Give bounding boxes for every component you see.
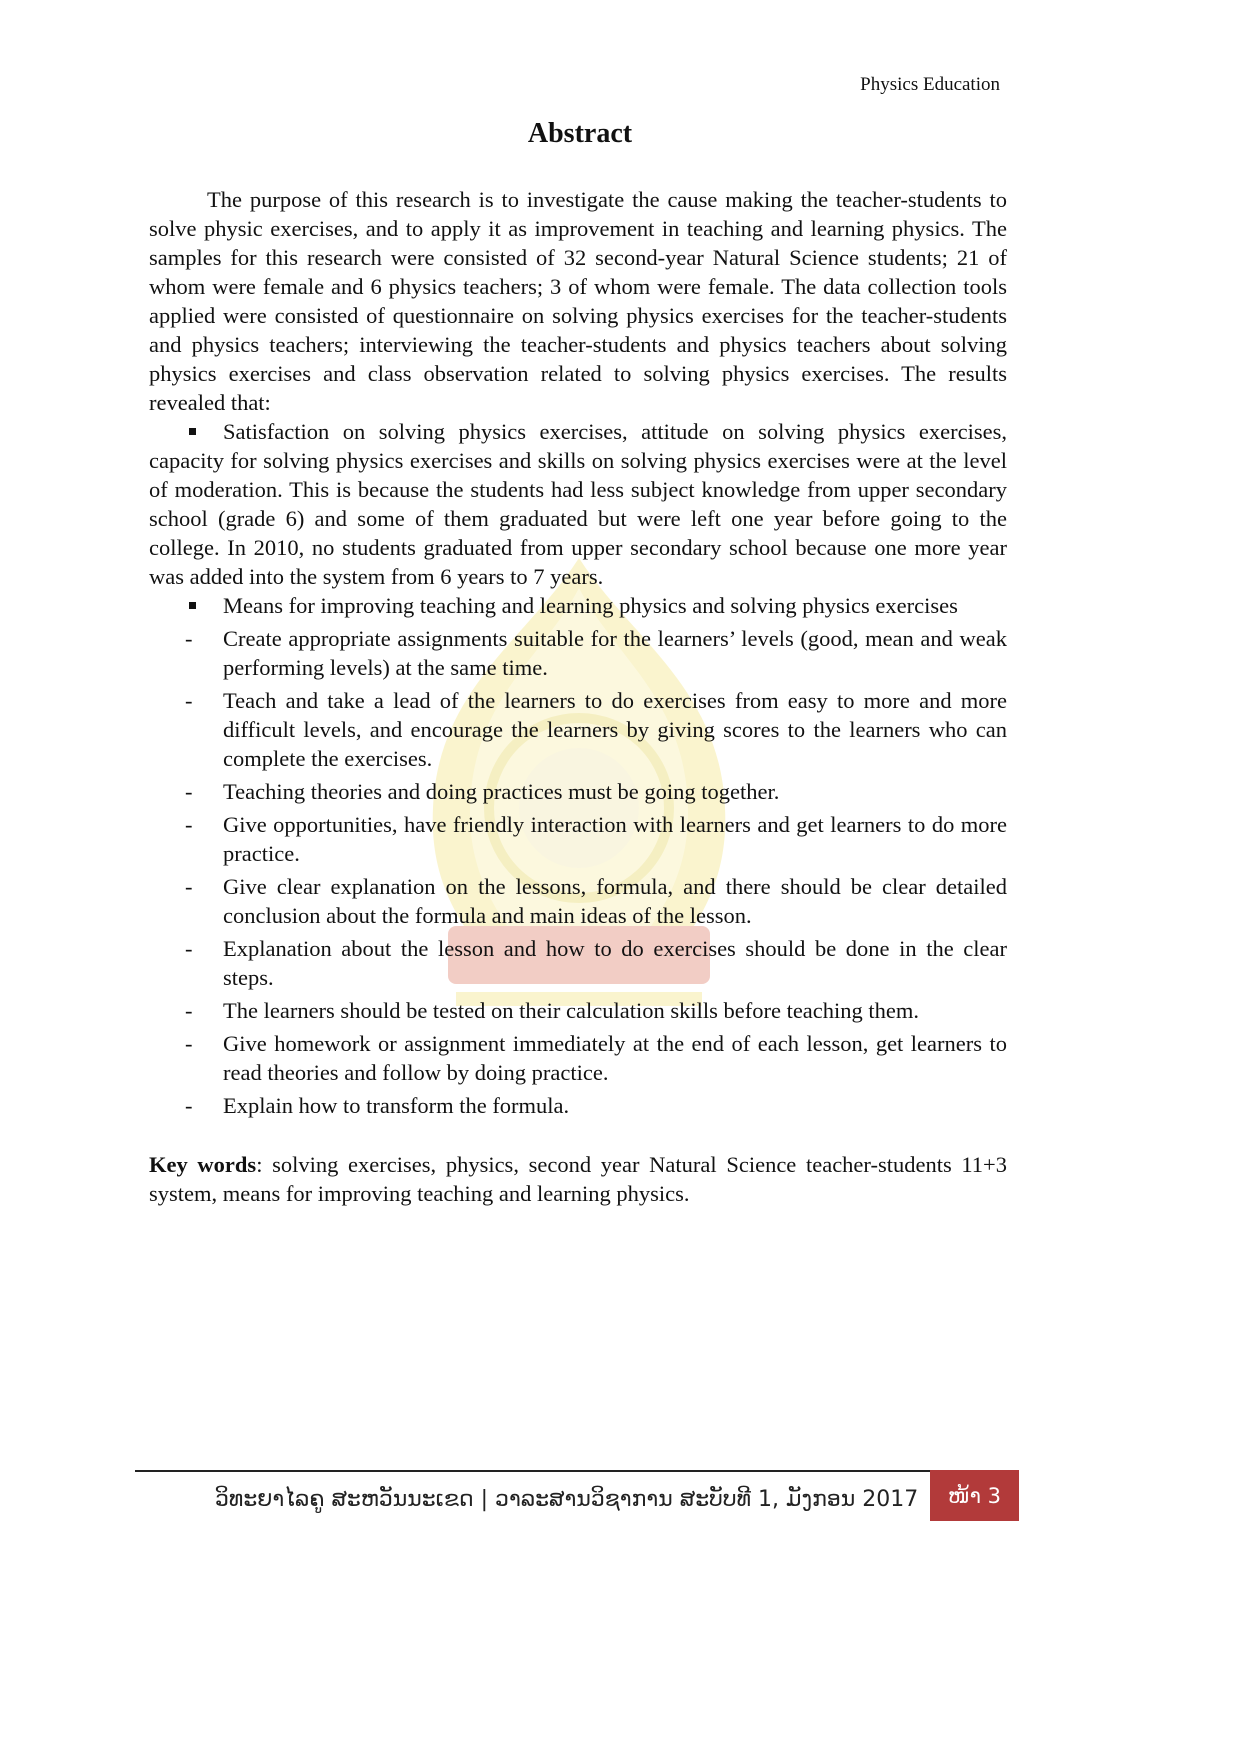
list-item: - Give opportunities, have friendly interaction with learners and get learners to do more practice. xyxy=(185,812,1007,866)
finding-item xyxy=(149,417,1007,591)
means-list xyxy=(149,624,1007,1120)
page-number-badge: ໜ້າ 3 xyxy=(930,1470,1019,1521)
means-text: Give homework or assignment immediately at the end of each lesson, get learners to read theories and follow by doing practice. xyxy=(223,1031,1007,1085)
means-text: Explanation about the lesson and how to do exercises should be done in the clear steps. xyxy=(223,936,1007,990)
means-text: Teaching theories and doing practices must be going together. xyxy=(223,779,780,804)
means-text: Give opportunities, have friendly interaction with learners and get learners to do more practice. xyxy=(223,812,1007,866)
finding-text: Means for improving teaching and learning physics and solving physics exercises xyxy=(223,593,958,618)
means-text: Give clear explanation on the lessons, formula, and there should be clear detailed conclusion about the formula and main ideas of the lesson. xyxy=(223,874,1007,928)
means-text: Teach and take a lead of the learners to do exercises from easy to more and more difficult levels, and encourage the learners by giving scores to the learners who can complete the exercises. xyxy=(223,688,1007,771)
list-item: - Teach and take a lead of the learners to do exercises from easy to more and more difficult levels, and encourage the learners by giving scores to the learners who can complete the exercises. xyxy=(185,688,1007,771)
finding-text: Satisfaction on solving physics exercises, attitude on solving physics exercises, capacity for solving physics exercises and skills on solving physics exercises were at the level of moderation. This is because the students had less subject knowledge from upper secondary school (grade 6) and some of them graduated but were left one year before going to the college. In 2010, no students graduated from upper secondary school because one more year was added into the system from 6 years to 7 years. xyxy=(149,419,1007,589)
means-text: The learners should be tested on their calculation skills before teaching them. xyxy=(223,998,920,1023)
intro-paragraph: The purpose of this research is to investigate the cause making the teacher-students to solve physic exercises, and to apply it as improvement in teaching and learning physics. The samples for this research were consisted of 32 second-year Natural Science students; 21 of whom were female and 6 physics teachers; 3 of whom were female. The data collection tools applied were consisted of questionnaire on solving physics exercises for the teacher-students and physics teachers; interviewing the teacher-students and physics teachers about solving physics exercises and class observation related to solving physics exercises. The results revealed that: xyxy=(149,187,1007,415)
list-item: - Teaching theories and doing practices must be going together. xyxy=(185,779,780,804)
list-item: - Create appropriate assignments suitable for the learners’ levels (good, mean and weak performing levels) at the same time. xyxy=(185,626,1007,680)
keywords xyxy=(149,1150,1007,1208)
abstract-body xyxy=(149,185,1007,1208)
running-head: Physics Education xyxy=(860,74,1000,95)
footer-journal: ວິທະຍາໄລຄູ ສະຫວັນນະເຂດ | ວາລະສານວິຊາການ ສະບັບທີ 1, ມັງກອນ 2017 xyxy=(215,1487,919,1512)
finding-item xyxy=(149,591,1007,620)
square-bullet-icon xyxy=(189,591,223,620)
list-item: - Give homework or assignment immediately at the end of each lesson, get learners to read theories and follow by doing practice. xyxy=(185,1031,1007,1085)
list-item: - Give clear explanation on the lessons, formula, and there should be clear detailed conclusion about the formula and main ideas of the lesson. xyxy=(185,874,1007,928)
means-text: Explain how to transform the formula. xyxy=(223,1093,570,1118)
keywords-text: : solving exercises, physics, second year Natural Science teacher-students 11+3 system, means for improving teaching and learning physics. xyxy=(149,1152,1007,1206)
list-item: - The learners should be tested on their calculation skills before teaching them. xyxy=(185,998,920,1023)
abstract-title: Abstract xyxy=(527,118,633,149)
keywords-label: Key words xyxy=(149,1152,257,1177)
list-item: - Explain how to transform the formula. xyxy=(185,1093,570,1118)
means-text: Create appropriate assignments suitable for the learners’ levels (good, mean and weak performing levels) at the same time. xyxy=(223,626,1007,680)
footer-rule xyxy=(135,1470,930,1472)
list-item: - Explanation about the lesson and how to do exercises should be done in the clear steps. xyxy=(185,936,1007,990)
square-bullet-icon xyxy=(189,417,223,446)
